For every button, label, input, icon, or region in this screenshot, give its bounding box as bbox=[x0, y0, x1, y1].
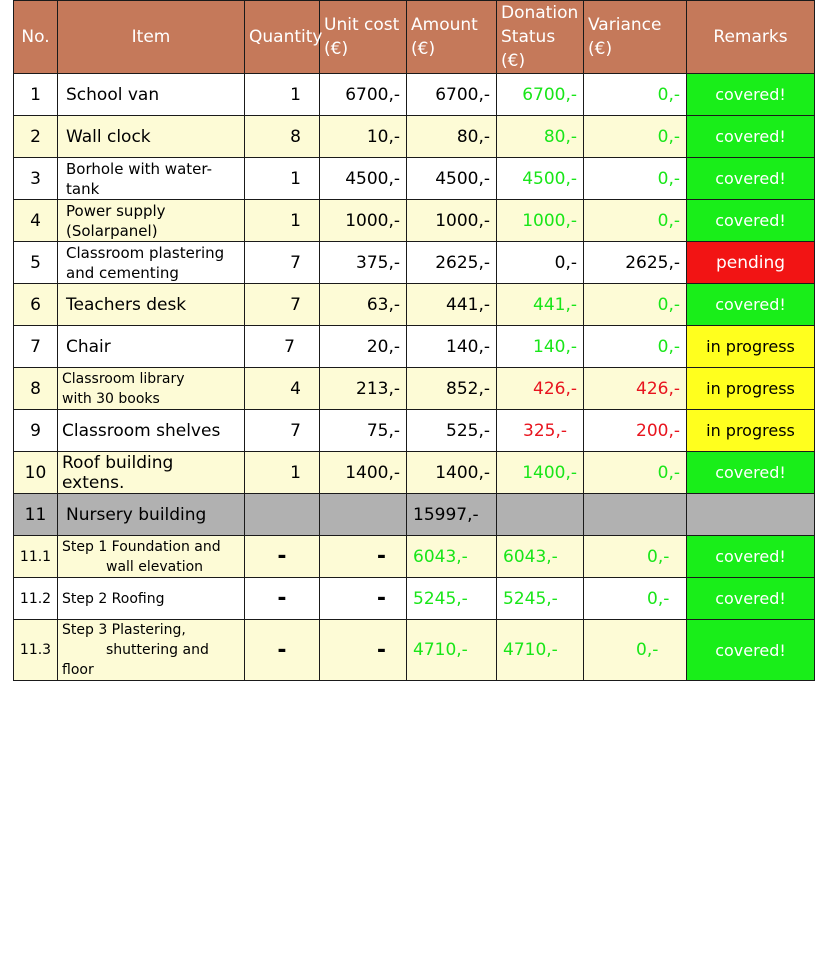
row-remarks: covered! bbox=[687, 578, 815, 620]
row-amount: 525,- bbox=[407, 410, 497, 452]
row-no: 11 bbox=[14, 494, 58, 536]
table-row bbox=[14, 620, 815, 681]
row-donation: 6700,- bbox=[497, 74, 584, 116]
row-variance: 0,- bbox=[584, 452, 687, 494]
row-donation: 80,- bbox=[497, 116, 584, 158]
donation-table bbox=[13, 0, 815, 681]
row-unit-cost bbox=[320, 494, 407, 536]
row-quantity: 1 bbox=[245, 452, 320, 494]
row-quantity: 7 bbox=[245, 410, 320, 452]
table-row bbox=[14, 116, 815, 158]
table-row bbox=[14, 578, 815, 620]
row-item-line1: Power supply bbox=[66, 201, 166, 220]
row-no: 4 bbox=[14, 200, 58, 242]
row-unit-cost: - bbox=[320, 536, 407, 578]
row-item-line1: Step 3 Plastering, bbox=[62, 622, 186, 638]
row-donation: 4710,- bbox=[497, 620, 584, 681]
row-remarks: covered! bbox=[687, 116, 815, 158]
table-row bbox=[14, 452, 815, 494]
row-quantity: 8 bbox=[245, 116, 320, 158]
row-item-line2: and cementing bbox=[66, 263, 179, 282]
row-item-line1: Borhole with water- bbox=[66, 159, 213, 178]
row-donation: 0,- bbox=[497, 242, 584, 284]
header-row bbox=[14, 1, 815, 74]
row-remarks: pending bbox=[687, 242, 815, 284]
row-item: School van bbox=[58, 74, 245, 116]
row-quantity bbox=[245, 494, 320, 536]
row-item-line1: Step 1 Foundation and bbox=[62, 538, 221, 555]
header-item: Item bbox=[58, 1, 245, 74]
row-variance: 0,- bbox=[584, 158, 687, 200]
row-variance: 0,- bbox=[584, 116, 687, 158]
row-no: 11.2 bbox=[14, 578, 58, 620]
row-unit-cost: 1000,- bbox=[320, 200, 407, 242]
table-row bbox=[14, 326, 815, 368]
row-amount: 140,- bbox=[407, 326, 497, 368]
row-unit-cost: 63,- bbox=[320, 284, 407, 326]
row-quantity: - bbox=[245, 620, 320, 681]
row-donation: 325,- bbox=[497, 410, 584, 452]
row-no: 2 bbox=[14, 116, 58, 158]
row-quantity: 7 bbox=[245, 284, 320, 326]
row-variance bbox=[584, 494, 687, 536]
row-variance: 0,- bbox=[584, 620, 687, 681]
row-unit-cost: 10,- bbox=[320, 116, 407, 158]
row-quantity: - bbox=[245, 578, 320, 620]
row-no: 11.3 bbox=[14, 620, 58, 681]
row-no: 1 bbox=[14, 74, 58, 116]
row-variance: 200,- bbox=[584, 410, 687, 452]
row-amount: 4710,- bbox=[407, 620, 497, 681]
row-quantity: 1 bbox=[245, 74, 320, 116]
table-row bbox=[14, 158, 815, 200]
row-amount: 1400,- bbox=[407, 452, 497, 494]
row-no: 6 bbox=[14, 284, 58, 326]
row-no: 7 bbox=[14, 326, 58, 368]
row-remarks: in progress bbox=[687, 368, 815, 410]
row-quantity: - bbox=[245, 536, 320, 578]
row-amount: 5245,- bbox=[407, 578, 497, 620]
table-row bbox=[14, 368, 815, 410]
row-remarks: covered! bbox=[687, 74, 815, 116]
row-unit-cost: - bbox=[320, 620, 407, 681]
row-no: 11.1 bbox=[14, 536, 58, 578]
row-item: Wall clock bbox=[58, 116, 245, 158]
table-row bbox=[14, 284, 815, 326]
row-amount: 441,- bbox=[407, 284, 497, 326]
row-unit-cost: 213,- bbox=[320, 368, 407, 410]
row-amount: 4500,- bbox=[407, 158, 497, 200]
row-no: 3 bbox=[14, 158, 58, 200]
row-no: 5 bbox=[14, 242, 58, 284]
row-item: Nursery building bbox=[58, 494, 245, 536]
row-item-line1: Classroom library bbox=[62, 370, 185, 387]
row-variance: 0,- bbox=[584, 200, 687, 242]
row-item: Classroom shelves bbox=[58, 410, 245, 452]
header-donation-status: Donation Status (€) bbox=[497, 1, 584, 74]
row-item bbox=[58, 200, 245, 242]
row-item: Chair bbox=[58, 326, 245, 368]
row-quantity: 7 bbox=[245, 242, 320, 284]
row-no: 8 bbox=[14, 368, 58, 410]
row-quantity: 1 bbox=[245, 200, 320, 242]
table-row bbox=[14, 74, 815, 116]
row-unit-cost: 20,- bbox=[320, 326, 407, 368]
row-remarks: covered! bbox=[687, 158, 815, 200]
row-unit-cost: 375,- bbox=[320, 242, 407, 284]
table-row bbox=[14, 536, 815, 578]
row-donation: 4500,- bbox=[497, 158, 584, 200]
row-item: Teachers desk bbox=[58, 284, 245, 326]
row-item: Step 2 Roofing bbox=[58, 578, 245, 620]
row-donation: 1000,- bbox=[497, 200, 584, 242]
row-amount: 1000,- bbox=[407, 200, 497, 242]
donation-table-sheet bbox=[13, 0, 814, 681]
row-donation: 441,- bbox=[497, 284, 584, 326]
row-donation: 1400,- bbox=[497, 452, 584, 494]
row-remarks: covered! bbox=[687, 452, 815, 494]
header-quantity: Quantity bbox=[245, 1, 320, 74]
row-amount: 2625,- bbox=[407, 242, 497, 284]
header-amount: Amount (€) bbox=[407, 1, 497, 74]
row-unit-cost: 1400,- bbox=[320, 452, 407, 494]
row-variance: 0,- bbox=[584, 326, 687, 368]
row-item-line1: Classroom plastering bbox=[66, 243, 225, 262]
table-row bbox=[14, 410, 815, 452]
row-item bbox=[58, 620, 245, 681]
row-item-line2: (Solarpanel) bbox=[66, 221, 158, 240]
row-amount: 6043,- bbox=[407, 536, 497, 578]
row-item-line2: shuttering and floor bbox=[62, 642, 209, 678]
row-item bbox=[58, 242, 245, 284]
row-unit-cost: 4500,- bbox=[320, 158, 407, 200]
row-variance: 2625,- bbox=[584, 242, 687, 284]
row-item: Roof building extens. bbox=[58, 452, 245, 494]
row-quantity: 7 bbox=[245, 326, 320, 368]
row-donation: 5245,- bbox=[497, 578, 584, 620]
row-variance: 426,- bbox=[584, 368, 687, 410]
row-remarks: covered! bbox=[687, 620, 815, 681]
row-donation: 426,- bbox=[497, 368, 584, 410]
row-amount: 6700,- bbox=[407, 74, 497, 116]
row-variance: 0,- bbox=[584, 578, 687, 620]
row-variance: 0,- bbox=[584, 536, 687, 578]
row-variance: 0,- bbox=[584, 74, 687, 116]
row-unit-cost: - bbox=[320, 578, 407, 620]
row-quantity: 1 bbox=[245, 158, 320, 200]
row-donation bbox=[497, 494, 584, 536]
row-unit-cost: 75,- bbox=[320, 410, 407, 452]
row-remarks: covered! bbox=[687, 536, 815, 578]
row-item bbox=[58, 158, 245, 200]
header-no: No. bbox=[14, 1, 58, 74]
row-amount: 15997,- bbox=[407, 494, 497, 536]
header-remarks: Remarks bbox=[687, 1, 815, 74]
row-unit-cost: 6700,- bbox=[320, 74, 407, 116]
header-unit-cost: Unit cost (€) bbox=[320, 1, 407, 74]
row-variance: 0,- bbox=[584, 284, 687, 326]
table-row bbox=[14, 242, 815, 284]
row-remarks: covered! bbox=[687, 200, 815, 242]
row-remarks bbox=[687, 494, 815, 536]
table-row bbox=[14, 200, 815, 242]
row-no: 9 bbox=[14, 410, 58, 452]
row-item bbox=[58, 368, 245, 410]
row-item bbox=[58, 536, 245, 578]
row-amount: 80,- bbox=[407, 116, 497, 158]
row-no: 10 bbox=[14, 452, 58, 494]
row-item-line2: wall elevation bbox=[106, 558, 204, 575]
row-donation: 140,- bbox=[497, 326, 584, 368]
header-variance: Variance (€) bbox=[584, 1, 687, 74]
row-donation: 6043,- bbox=[497, 536, 584, 578]
table-row-group bbox=[14, 494, 815, 536]
row-remarks: in progress bbox=[687, 326, 815, 368]
row-item-line2: tank bbox=[66, 179, 100, 198]
row-quantity: 4 bbox=[245, 368, 320, 410]
row-remarks: covered! bbox=[687, 284, 815, 326]
row-item-line2: with 30 books bbox=[62, 390, 160, 407]
row-amount: 852,- bbox=[407, 368, 497, 410]
row-remarks: in progress bbox=[687, 410, 815, 452]
